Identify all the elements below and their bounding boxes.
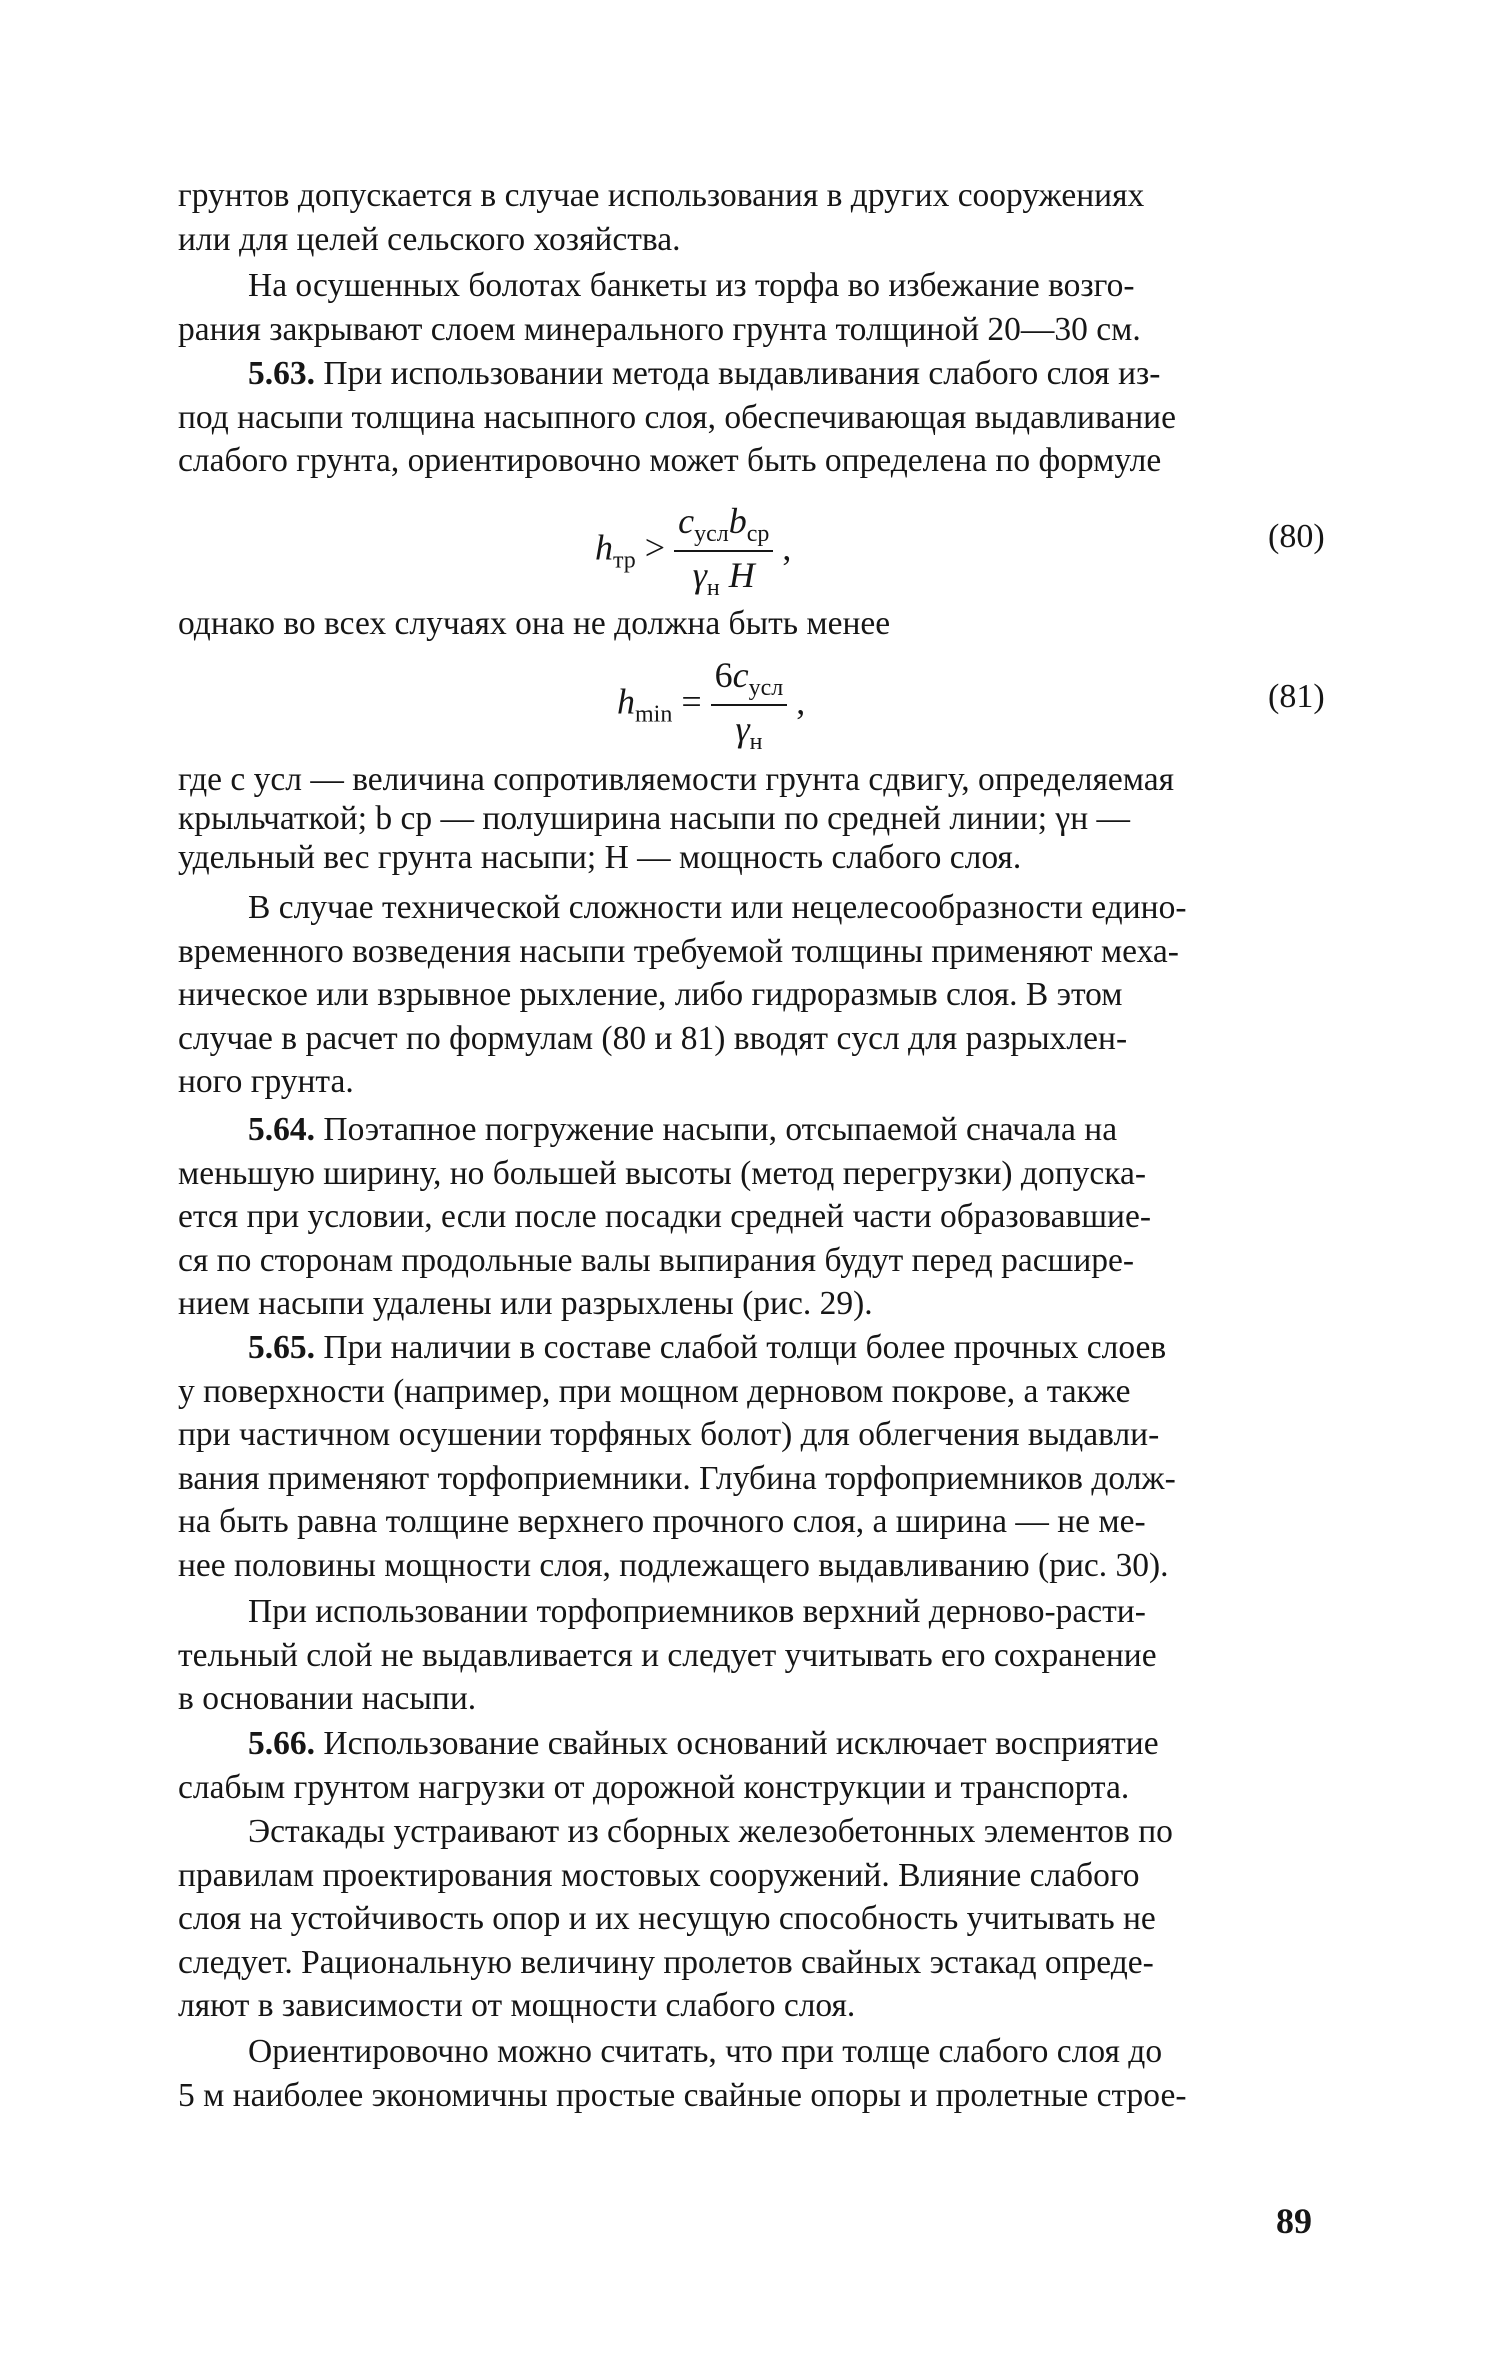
fraction-numerator: $6c_{усл}$ [714, 655, 784, 701]
text-line: вания применяют торфоприемники. Глубина торфоприемников долж- [178, 1459, 1176, 1497]
formula-80 [595, 500, 791, 602]
paragraph-continuation [178, 174, 1330, 261]
formula-operator: > [644, 527, 666, 568]
text-line: слабого грунта, ориентировочно может быть определена по формуле [178, 442, 1162, 479]
paragraph-loosening [178, 886, 1330, 1104]
text-line: Ориентировочно можно считать, что при толще слабого слоя до [248, 2033, 1163, 2070]
text-line: однако во всех случаях она не должна быть менее [178, 605, 891, 642]
section-number: 5.63. [248, 355, 315, 392]
text-fragment: При использовании метода выдавливания слабого слоя из- [315, 355, 1161, 392]
text-line [178, 1722, 1330, 1766]
paragraph-5-64 [178, 1108, 1330, 1326]
text-line: При использовании торфоприемников верхний дерново-расти- [248, 1593, 1146, 1630]
text-line: ся по сторонам продольные валы выпирания будут перед расшире- [178, 1241, 1135, 1279]
paragraph-5-63 [178, 352, 1330, 483]
equation-number-80: (80) [1268, 518, 1325, 555]
text-line: крыльчаткой; b ср — полуширина насыпи по средней линии; γн — [178, 800, 1131, 837]
formula-fraction [674, 500, 773, 602]
text-line: под насыпи толщина насыпного слоя, обеспечивающая выдавливание [178, 398, 1176, 436]
fraction-numerator: $c_{усл}b_{ср}$ [678, 501, 770, 547]
text-line: В случае технической сложности или нецелесообразности едино- [248, 889, 1187, 926]
equation-number-81: (81) [1268, 678, 1325, 715]
text-line: ного грунта. [178, 1063, 354, 1100]
formula-81 [617, 654, 805, 756]
text-fragment: Поэтапное погружение насыпи, отсыпаемой сначала на [315, 1111, 1118, 1148]
text-line: случае в расчет по формулам (80 и 81) вводят cусл для разрыхлен- [178, 1019, 1128, 1057]
text-line: временного возведения насыпи требуемой толщины применяют меха- [178, 932, 1179, 970]
formula-comma: , [782, 527, 792, 568]
section-number: 5.64. [248, 1111, 315, 1148]
text-line: ническое или взрывное рыхление, либо гидроразмыв слоя. В этом [178, 976, 1123, 1013]
text-line: нием насыпи удалены или разрыхлены (рис. 29). [178, 1285, 873, 1322]
text-line: удельный вес грунта насыпи; H — мощность слабого слоя. [178, 839, 1022, 876]
formula-subscript: min [635, 701, 673, 728]
text-line: или для целей сельского хозяйства. [178, 220, 681, 258]
text-line: рания закрывают слоем минерального грунта толщиной 20—30 см. [178, 310, 1141, 348]
text-line: нее половины мощности слоя, подлежащего выдавливанию (рис. 30). [178, 1546, 1169, 1584]
text-line: ется при условии, если после посадки средней части образовавшие- [178, 1198, 1152, 1235]
text-line: грунтов допускается в случае использования в других сооружениях [178, 177, 1145, 214]
section-number: 5.66. [248, 1725, 315, 1762]
text-line: На осушенных болотах банкеты из торфа во избежание возго- [248, 267, 1135, 304]
formula-comma: , [796, 681, 806, 722]
page-number: 89 [1276, 2201, 1312, 2241]
text-line: при частичном осушении торфяных болот) для облегчения выдавли- [178, 1416, 1160, 1453]
paragraph-estimate [178, 2030, 1330, 2117]
paragraph-definitions [178, 760, 1330, 877]
fraction-denominator: $\gamma_н$ [735, 709, 763, 755]
text-line: ляют в зависимости от мощности слабого слоя. [178, 1987, 856, 2024]
text-line [178, 1108, 1330, 1152]
text-line: где c усл — величина сопротивляемости грунта сдвигу, определяемая [178, 761, 1174, 798]
text-line: тельный слой не выдавливается и следует учитывать его сохранение [178, 1636, 1157, 1674]
text-line [178, 352, 1330, 396]
text-line: на быть равна толщине верхнего прочного слоя, а ширина — не ме- [178, 1503, 1146, 1540]
formula-operator: = [681, 681, 702, 722]
paragraph-turf-layer [178, 1590, 1330, 1721]
text-line: Эстакады устраивают из сборных железобетонных элементов по [248, 1813, 1173, 1850]
fraction-denominator: $\gamma_н$ H [692, 555, 755, 601]
formula-symbol: h [617, 681, 635, 722]
formula-symbol: h [595, 527, 613, 568]
formula-fraction [711, 654, 788, 756]
text-line: в основании насыпи. [178, 1680, 477, 1717]
text-line: слабым грунтом нагрузки от дорожной конструкции и транспорта. [178, 1768, 1130, 1806]
text-fragment: Использование свайных оснований исключает восприятие [315, 1725, 1159, 1762]
text-line: правилам проектирования мостовых сооружений. Влияние слабого [178, 1856, 1140, 1894]
text-line: 5 м наиболее экономичны простые свайные опоры и пролетные строе- [178, 2076, 1187, 2114]
paragraph-peat-embankments [178, 264, 1330, 351]
paragraph-5-65 [178, 1326, 1330, 1587]
paragraph-5-66 [178, 1722, 1330, 1809]
text-line: меньшую ширину, но большей высоты (метод перегрузки) допуска- [178, 1154, 1147, 1192]
text-line: у поверхности (например, при мощном дерновом покрове, а также [178, 1372, 1131, 1410]
text-line: следует. Рациональную величину пролетов свайных эстакад опреде- [178, 1943, 1154, 1981]
text-line [178, 1326, 1330, 1370]
paragraph-between-formulas [178, 602, 1330, 646]
section-number: 5.65. [248, 1329, 315, 1366]
paragraph-trestles [178, 1810, 1330, 2028]
text-fragment: При наличии в составе слабой толщи более прочных слоев [315, 1329, 1167, 1366]
text-line: слоя на устойчивость опор и их несущую способность учитывать не [178, 1900, 1156, 1937]
formula-subscript: тр [613, 547, 636, 574]
